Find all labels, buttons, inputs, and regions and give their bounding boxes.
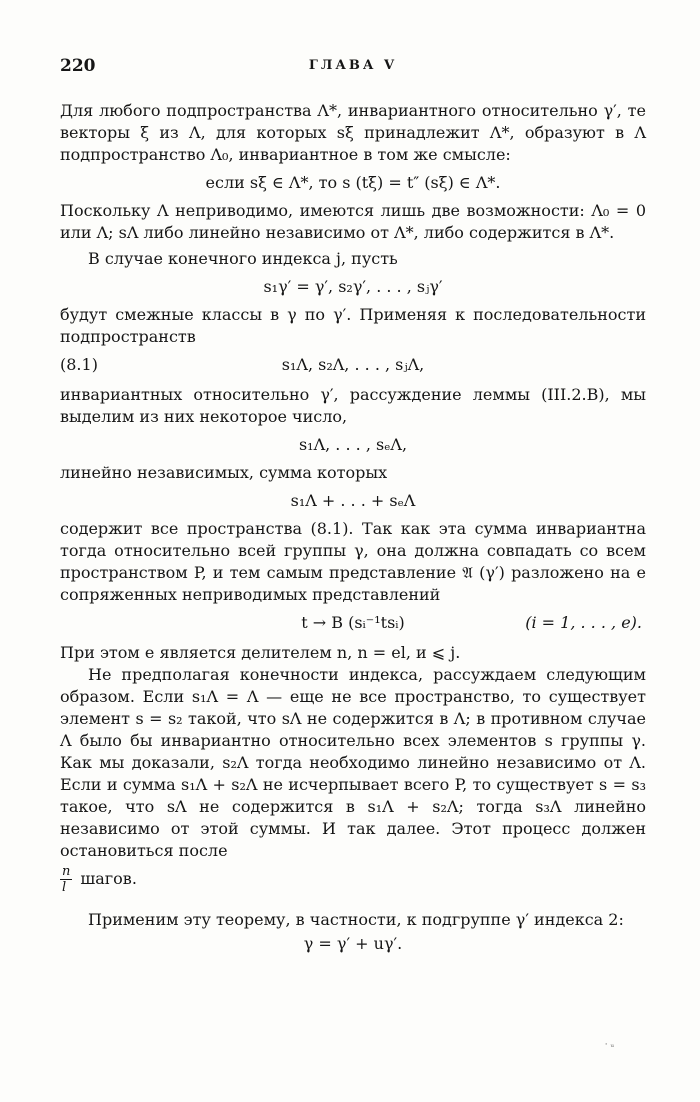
paragraph: При этом e является делителем n, n = el, и ⩽ j. — [60, 643, 461, 662]
paragraph-end-text: шагов. — [80, 869, 137, 888]
paragraph-tail — [60, 864, 646, 895]
equation-row — [60, 610, 646, 638]
page-body — [60, 100, 646, 961]
equation: t → B (sᵢ⁻¹tsᵢ) — [301, 613, 405, 632]
paragraph: Не предполагая конечности индекса, рассуждаем следующим образом. Если s₁Λ = Λ — еще не все пространство, то существует элемент s = s₂ такой, что sΛ не содержится в Λ; в противном случае Λ было бы инвариантно относительно всех элементов s группы γ. Как мы доказали, s₂Λ тогда необходимо линейно независимо от Λ. Если и сумма s₁Λ + s₂Λ не исчерпывает всего P, то существует s = s₃ такое, что sΛ не содержится в s₁Λ + s₂Λ; тогда s₃Λ линейно независимо от этой суммы. И так далее. Этот процесс должен остановиться после — [60, 665, 646, 860]
paragraph: содержит все пространства (8.1). Так как эта сумма инвариантна тогда относительно всей группы γ, она должна совпадать со всем пространством P, и тем самым представление 𝔄 (γ′) разложено на e сопряженных неприводимых представлений — [60, 519, 646, 604]
equation: s₁Λ, . . . , sₑΛ, — [298, 435, 408, 454]
paragraph: Для любого подпространства Λ*, инвариантного относительно γ′, те векторы ξ из Λ, для которых sξ принадлежит Λ*, образуют в Λ подпространство Λ₀, инвариантное в том же смысле: — [60, 101, 646, 164]
numbered-equation — [60, 352, 646, 380]
equation: γ = γ′ + uγ′. — [303, 934, 403, 953]
equation-label: (8.1) — [60, 355, 98, 374]
equation: s₁Λ, s₂Λ, . . . , sⱼΛ, — [281, 355, 425, 374]
paragraph: будут смежные классы в γ по γ′. Применяя к последовательности подпространств — [60, 305, 646, 346]
paragraph: Применим эту теорему, в частности, к подгруппе γ′ индекса 2: — [88, 910, 624, 929]
equation: s₁Λ + . . . + sₑΛ — [290, 491, 416, 510]
equation: если sξ ∈ Λ*, то s (tξ) = t″ (sξ) ∈ Λ*. — [205, 173, 501, 192]
page-header — [60, 56, 646, 80]
paragraph: инвариантных относительно γ′, рассуждение леммы (III.2.B), мы выделим из них некоторое число, — [60, 385, 646, 426]
page-number: 220 — [60, 56, 96, 76]
paragraph: линейно независимых, сумма которых — [60, 463, 388, 482]
paragraph: В случае конечного индекса j, пусть — [88, 249, 398, 268]
fraction-denominator: l — [62, 880, 67, 895]
fraction-numerator: n — [62, 864, 71, 879]
running-head: ГЛАВА V — [308, 58, 398, 73]
equation-range: (i = 1, . . . , e). — [525, 613, 642, 632]
paragraph: Поскольку Λ неприводимо, имеются лишь две возможности: Λ₀ = 0 или Λ; sΛ либо линейно независимо от Λ*, либо содержится в Λ*. — [60, 201, 646, 242]
stray-mark: · ᵤ — [604, 1040, 614, 1050]
fraction — [60, 864, 72, 895]
equation: s₁γ′ = γ′, s₂γ′, . . . , sⱼγ′ — [263, 277, 443, 296]
